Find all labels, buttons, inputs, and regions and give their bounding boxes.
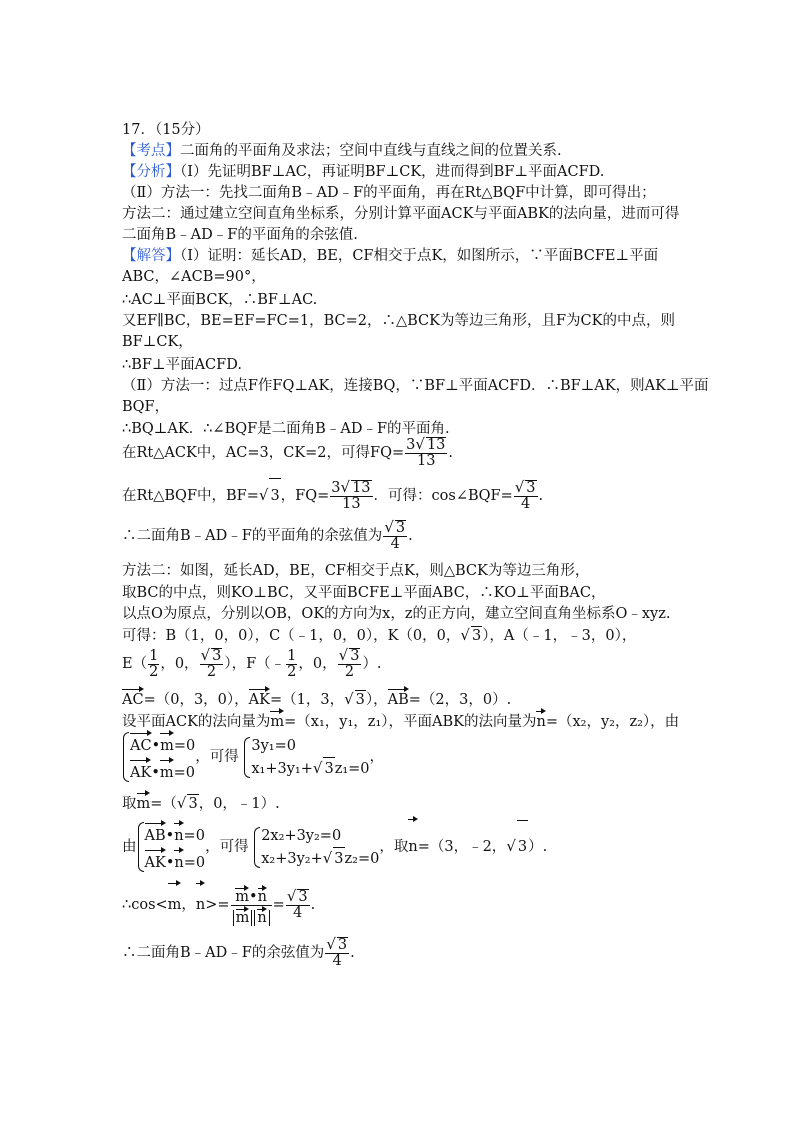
system-m-left: AC•m=0 AK•m=0: [122, 730, 195, 784]
fenxi-line-1: [122, 163, 604, 181]
answer-line-2: ∴二面角B﹣AD﹣F的余弦值为 $\frac{√ 3}{4}$ .: [122, 935, 355, 969]
method2-line-b: 取BC的中点，则KO⊥BC，又平面BCFE⊥平面ABC，∴KO⊥平面BAC，: [122, 585, 606, 601]
fenxi-line-3: 方法二：通过建立空间直角坐标系，分别计算平面ACK与平面ABK的法向量，进而可得: [122, 206, 680, 222]
vectors-line: AC=（0，3，0），AK=（1，3，√ 3），AB=（2，3，0）.: [122, 686, 511, 709]
take-m-line: 取m=（√ 3，0，﹣1）.: [122, 790, 280, 813]
bq-line: ∴BQ⊥AK．∴∠BQF是二面角B﹣AD﹣F的平面角.: [122, 421, 450, 437]
system-n-left: AB•n=0 AK•n=0: [137, 820, 206, 874]
vector-ak: AK: [249, 686, 270, 709]
answer-line-1: ∴二面角B﹣AD﹣F的平面角的余弦值为 $\frac{√ 3}{4}$ .: [122, 518, 413, 552]
fenxi-text-1: （Ⅰ）先证明BF⊥AC，再证明BF⊥CK，进而得到BF⊥平面ACFD.: [180, 164, 605, 180]
method1-line-a: （Ⅱ）方法一：过点F作FQ⊥AK，连接BQ，∵BF⊥平面ACFD．∴BF⊥AK，则AK⊥平面: [122, 378, 709, 394]
jieda-text-1: （Ⅰ）证明：延长AD，BE，CF相交于点K，如图所示，∵平面BCFE⊥平面: [180, 248, 659, 264]
fraction-cos-bqf: $\frac{√ 3}{4}$: [514, 478, 536, 512]
fenxi-tag: 【分析】: [122, 164, 180, 180]
fraction-cos-mn: $\frac{m•n}{\text{m n}}$: [231, 885, 272, 926]
bf-perp-line: ∴BF⊥平面ACFD.: [122, 357, 242, 373]
method2-line-c: 以点O为原点，分别以OB，OK的方向为x，z的正方向，建立空间直角坐标系O﹣xyz.: [122, 606, 671, 622]
kaodian-text: 二面角的平面角及求法；空间中直线与直线之间的位置关系.: [180, 143, 562, 159]
fraction-fq: $\frac{3√ 13}{13}$: [406, 435, 446, 469]
points-line: 可得：B（1，0，0），C（﹣1，0，0），K（0，0，√ 3），A（﹣1，﹣3，0），: [122, 626, 637, 644]
cos-line: ∴cos<m，n>= $\frac{m•n}{\text{m n}}$ = $\frac{√ 3}{4}$ .: [122, 880, 315, 926]
kaodian-tag: 【考点】: [122, 143, 180, 159]
fraction-answer-2: $\frac{√ 3}{4}$: [326, 935, 348, 969]
fenxi-line-4: 二面角B﹣AD﹣F的平面角的余弦值.: [122, 227, 358, 243]
rt-bqf-line: 在Rt△BQF中，BF=√ 3，FQ= $\frac{3√ 13}{13}$ ．可得：cos∠BQF= $\frac{√ 3}{4}$ .: [122, 478, 544, 512]
system-n-right: 2x₂+3y₂=0 x₂+3y₂+√ 3z₂=0: [253, 825, 379, 870]
system-m-line: AC•m=0 AK•m=0 ，可得 3y₁=0 x₁+3y₁+√ 3z₁=0 ，: [122, 730, 384, 784]
method2-line-a: 方法二：如图，延长AD，BE，CF相交于点K，则△BCK为等边三角形，: [122, 563, 590, 579]
ef-line-1: 又EF∥BC，BE=EF=FC=1，BC=2，∴△BCK为等边三角形，且F为CK的中点，则: [122, 313, 675, 329]
jieda-line-1: [122, 247, 658, 265]
normal-vector-line: 设平面ACK的法向量为m=（x₁，y₁，z₁），平面ABK的法向量为n=（x₂，y₂，z₂），由: [122, 708, 679, 731]
vector-ac: AC: [122, 686, 144, 709]
vector-m: m: [270, 708, 284, 731]
rt-ack-line: 在Rt△ACK中，AC=3，CK=2，可得FQ= $\frac{3√ 13}{13}$ .: [122, 435, 453, 469]
fenxi-line-2: （Ⅱ）方法一：先找二面角B﹣AD﹣F的平面角，再在Rt△BQF中计算，即可得出；: [122, 185, 656, 201]
kaodian-line: [122, 142, 562, 160]
vector-ab: AB: [388, 686, 409, 709]
jieda-tag: 【解答】: [122, 248, 180, 264]
ef-line-2: BF⊥CK，: [122, 334, 193, 350]
fraction-fq-2: $\frac{3√ 13}{13}$: [331, 478, 371, 512]
problem-header: 17．（15分）: [122, 122, 210, 138]
system-m-right: 3y₁=0 x₁+3y₁+√ 3z₁=0: [243, 735, 369, 780]
vector-n: n: [536, 708, 545, 731]
ef-points-line: E（ $\frac{1}{2}$ ，0， $\frac{√ 3}{2}$ ），F（﹣ $\frac{1}{2}$ ，0， $\frac{√ 3}{2}$ ）.: [122, 646, 382, 680]
system-n-line: 由 AB•n=0 AK•n=0 ，可得 2x₂+3y₂=0 x₂+3y₂+√ 3z₂=0 ，取n=（3，﹣2，√ 3）.: [122, 816, 547, 874]
method1-line-b: BQF，: [122, 399, 170, 415]
jieda-line-2: ABC，∠ACB=90°，: [122, 269, 266, 285]
fraction-answer-1: $\frac{√ 3}{4}$: [384, 518, 406, 552]
ac-perp-line: ∴AC⊥平面BCK，∴BF⊥AC.: [122, 292, 318, 308]
